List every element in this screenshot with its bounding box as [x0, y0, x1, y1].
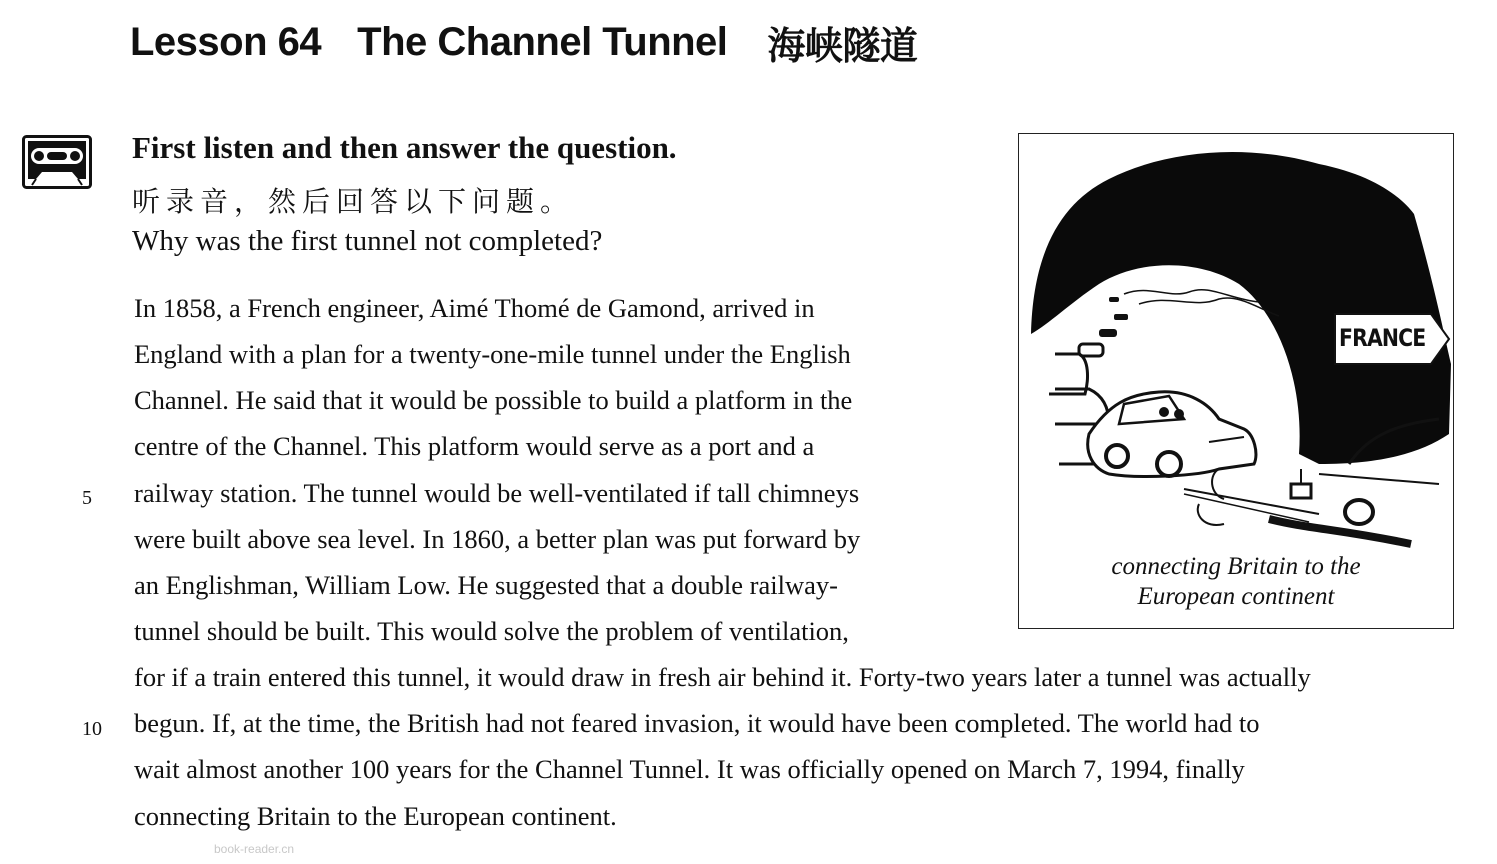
passage-line: were built above sea level. In 1860, a better plan was put forward by: [134, 524, 861, 554]
instruction-en: First listen and then answer the question.: [132, 130, 677, 165]
passage-line: tunnel should be built. This would solve the problem of ventilation,: [134, 616, 849, 646]
lesson-title-en: The Channel Tunnel: [357, 19, 728, 64]
passage-line: Channel. He said that it would be possible to build a platform in the: [134, 385, 853, 415]
lesson-label: Lesson 64: [130, 19, 322, 64]
passage-line: centre of the Channel. This platform would serve as a port and a: [134, 431, 815, 461]
passage-line: an Englishman, William Low. He suggested that a double railway-: [134, 570, 838, 600]
france-sign-text: FRANCE: [1339, 324, 1426, 352]
passage-line: wait almost another 100 years for the Channel Tunnel. It was officially opened on March 7, 1994, finally: [134, 754, 1245, 784]
passage-line: for if a train entered this tunnel, it would draw in fresh air behind it. Forty-two years later a tunnel was actually: [134, 662, 1311, 692]
illustration-frame: [1018, 133, 1454, 629]
lesson-title-cn: 海峡隧道: [767, 23, 918, 68]
passage-line: connecting Britain to the European continent.: [134, 801, 617, 831]
watermark: book-reader.cn: [214, 842, 295, 856]
passage-line: England with a plan for a twenty-one-mile tunnel under the English: [134, 339, 851, 369]
passage-line: In 1858, a French engineer, Aimé Thomé de Gamond, arrived in: [134, 293, 815, 323]
passage-line: railway station. The tunnel would be well-ventilated if tall chimneys: [134, 478, 860, 508]
lesson-title: [130, 12, 917, 72]
comprehension-question: Why was the first tunnel not completed?: [132, 225, 603, 257]
passage-line: begun. If, at the time, the British had not feared invasion, it would have been completed. The world had to: [134, 708, 1260, 738]
figure-caption-line2: European continent: [1137, 583, 1335, 610]
france-sign: [1333, 312, 1451, 366]
line-number: 5: [82, 487, 92, 509]
line-number: 10: [82, 718, 102, 740]
instruction-cn: 听录音，然后回答以下问题。: [132, 185, 575, 218]
cassette-tape-icon[interactable]: [22, 135, 92, 189]
figure-caption-line1: connecting Britain to the: [1111, 553, 1361, 580]
